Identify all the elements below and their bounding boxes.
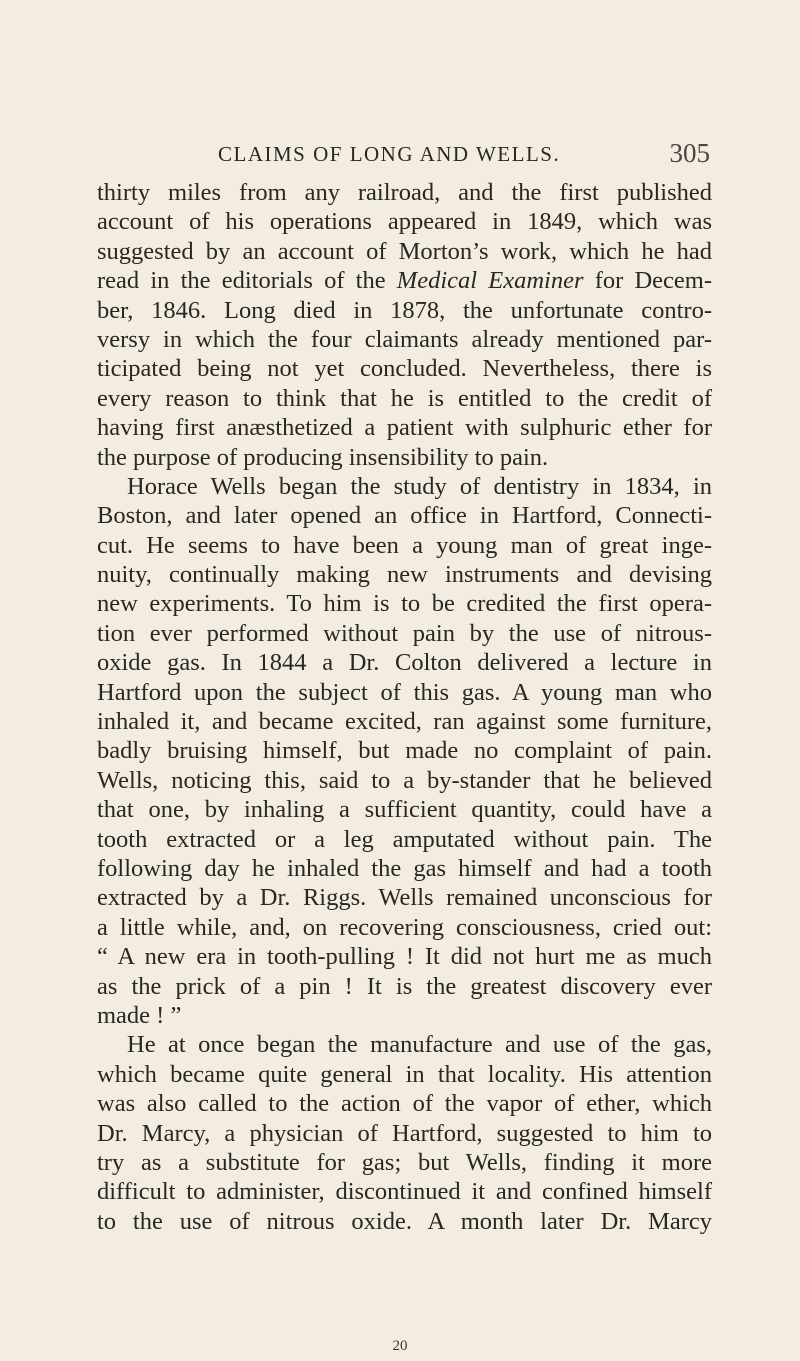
journal-title: Medical Examiner bbox=[396, 267, 584, 295]
text-line: which became quite general in that locality. His attention bbox=[97, 1060, 712, 1088]
text-line: a little while, and, on recovering consciousness, cried out: bbox=[97, 913, 712, 941]
text-line: having first anæsthetized a patient with sulphuric ether for bbox=[97, 414, 712, 442]
body-text bbox=[97, 178, 712, 1236]
text-line: oxide gas. In 1844 a Dr. Colton delivered a lecture in bbox=[97, 649, 712, 677]
page-number: 305 bbox=[669, 138, 710, 168]
text-line: inhaled it, and became excited, ran against some furniture, bbox=[97, 708, 712, 736]
running-head bbox=[100, 138, 710, 178]
text-line: as the prick of a pin ! It is the greatest discovery ever bbox=[97, 972, 712, 1000]
text-line: difficult to administer, discontinued it and confined himself bbox=[97, 1178, 712, 1206]
text-line: versy in which the four claimants already mentioned par- bbox=[97, 325, 712, 353]
text-line: new experiments. To him is to be credited the first opera- bbox=[97, 590, 712, 618]
text-line: ber, 1846. Long died in 1878, the unfortunate contro- bbox=[97, 296, 712, 324]
text-line: cut. He seems to have been a young man of great inge- bbox=[97, 531, 712, 559]
text-line: Wells, noticing this, said to a by-stander that he believed bbox=[97, 766, 712, 794]
paragraph-start-line: He at once began the manufacture and use of the gas, bbox=[127, 1031, 712, 1059]
text-line: every reason to think that he is entitled to the credit of bbox=[97, 384, 712, 412]
text-line: account of his operations appeared in 1849, which was bbox=[97, 208, 712, 236]
text-line: “ A new era in tooth-pulling ! It did not hurt me as much bbox=[97, 943, 712, 971]
text-line: nuity, continually making new instruments and devising bbox=[97, 561, 712, 589]
text-line: ticipated being not yet concluded. Nevertheless, there is bbox=[97, 355, 712, 383]
text-line: Boston, and later opened an office in Hartford, Connecti- bbox=[97, 502, 712, 530]
text-line: tooth extracted or a leg amputated without pain. The bbox=[97, 825, 712, 853]
text-line: thirty miles from any railroad, and the first published bbox=[97, 179, 712, 206]
text-line: that one, by inhaling a sufficient quantity, could have a bbox=[97, 796, 712, 824]
text-line: suggested by an account of Morton’s work, which he had bbox=[97, 237, 712, 265]
text-line: was also called to the action of the vapor of ether, which bbox=[97, 1090, 712, 1118]
signature-mark: 20 bbox=[392, 1338, 408, 1354]
text-line: Hartford upon the subject of this gas. A young man who bbox=[97, 678, 712, 706]
text-line: extracted by a Dr. Riggs. Wells remained unconscious for bbox=[97, 884, 712, 912]
paragraph-end-line: made ! ” bbox=[97, 1001, 182, 1029]
running-title: CLAIMS OF LONG AND WELLS. bbox=[218, 142, 561, 166]
text-line: tion ever performed without pain by the use of nitrous- bbox=[97, 619, 712, 647]
text-line: read in the editorials of the Medical Examiner for Decem- bbox=[97, 267, 712, 295]
text-line: following day he inhaled the gas himself and had a tooth bbox=[97, 854, 712, 882]
paragraph-start-line: Horace Wells began the study of dentistry in 1834, in bbox=[127, 472, 712, 500]
text-line: to the use of nitrous oxide. A month later Dr. Marcy bbox=[97, 1207, 712, 1235]
text-line: try as a substitute for gas; but Wells, finding it more bbox=[97, 1148, 712, 1176]
paragraph-end-line: the purpose of producing insensibility to pain. bbox=[97, 443, 549, 471]
text-line: Dr. Marcy, a physician of Hartford, suggested to him to bbox=[97, 1119, 712, 1147]
text-line: badly bruising himself, but made no complaint of pain. bbox=[97, 737, 712, 765]
